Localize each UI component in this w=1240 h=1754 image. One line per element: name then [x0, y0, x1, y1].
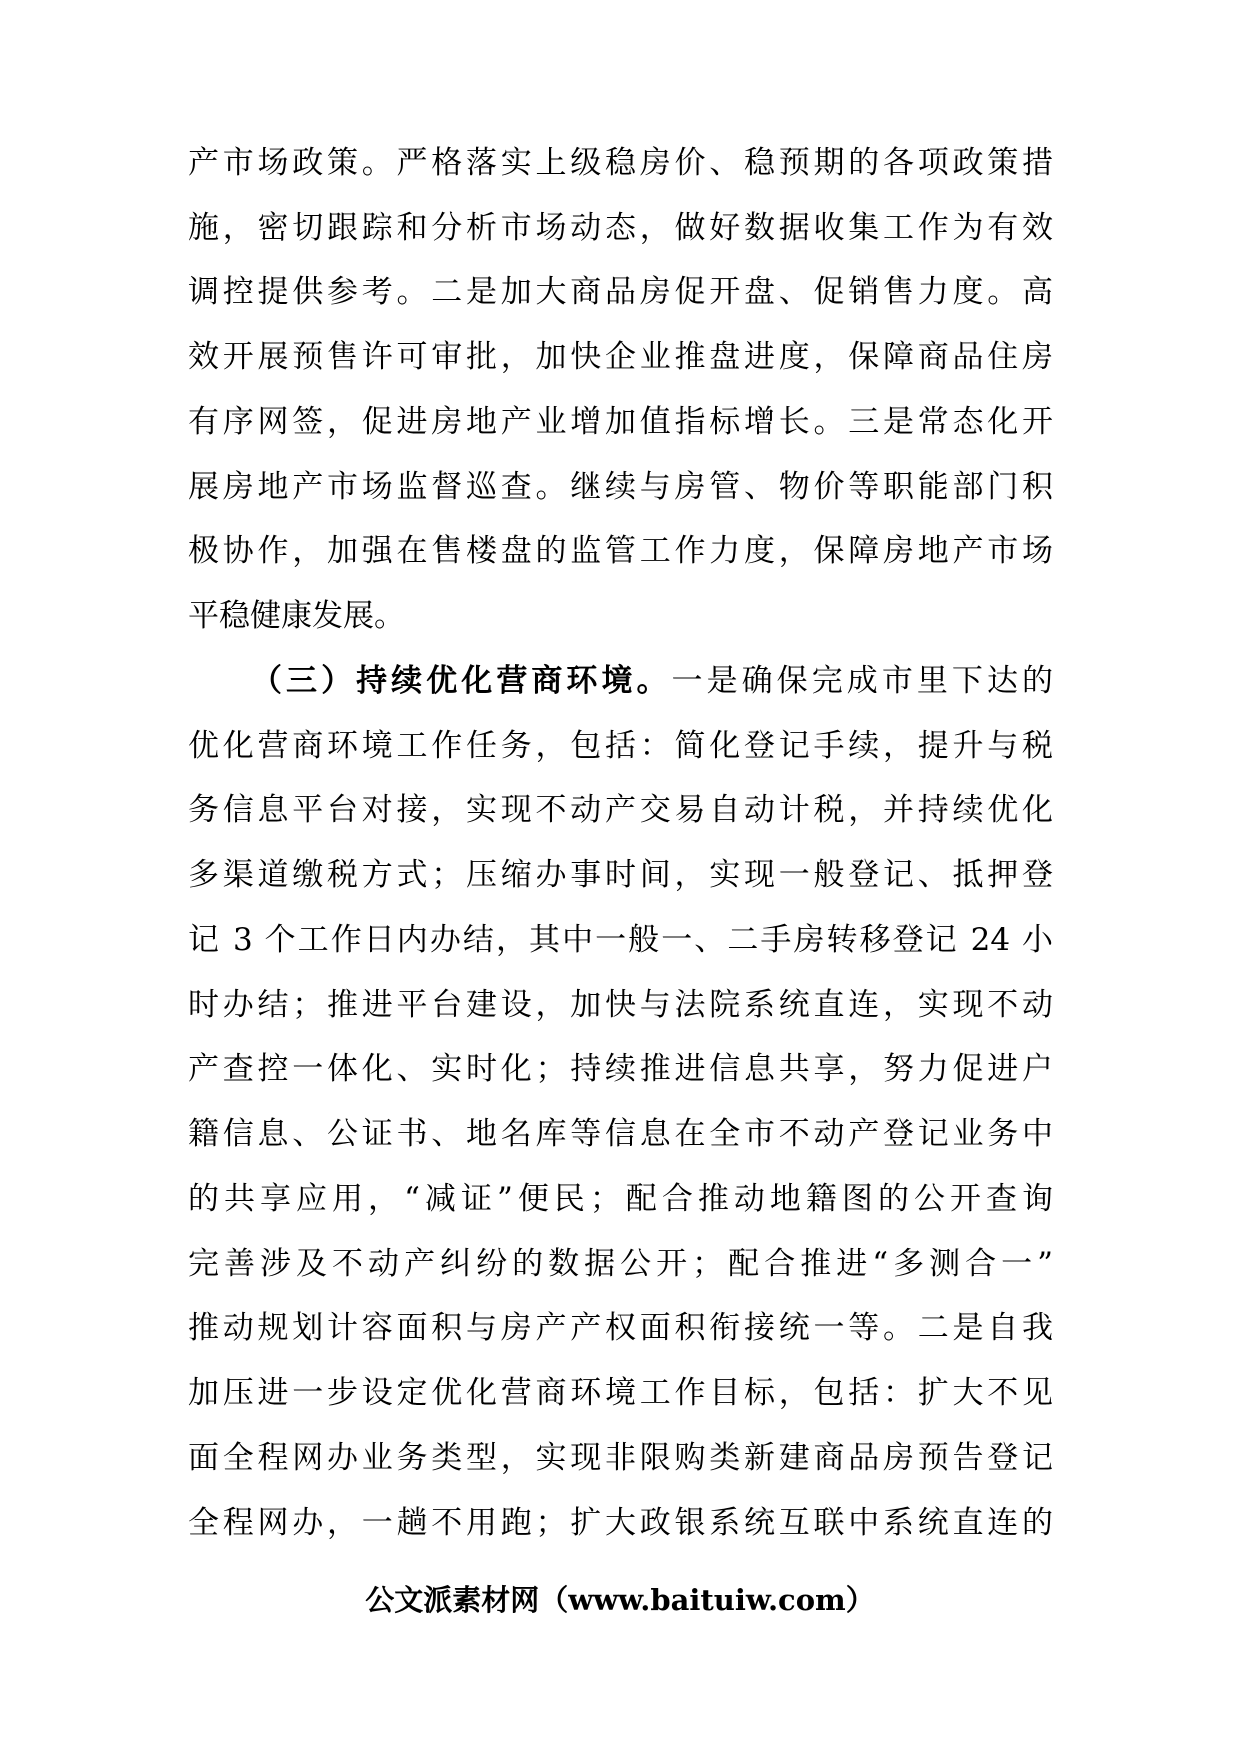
paragraph-line: 籍信息、公证书、地名库等信息在全市不动产登记业务中 [188, 1116, 1053, 1152]
paragraph-line: 极协作，加强在售楼盘的监管工作力度，保障房地产市场 [188, 533, 1053, 569]
footer-watermark: 公文派素材网（www.baituiw.com） [365, 1583, 875, 1617]
paragraph-line: 展房地产市场监督巡查。继续与房管、物价等职能部门积 [188, 469, 1053, 505]
paragraph-line: 产查控一体化、实时化；持续推进信息共享，努力促进户 [188, 1051, 1053, 1087]
section-heading-rest: 一是确保完成市里下达的 [671, 663, 1053, 699]
paragraph-line: 时办结；推进平台建设，加快与法院系统直连，实现不动 [188, 987, 1053, 1023]
paragraph-line: 优化营商环境工作任务，包括：简化登记手续，提升与税 [188, 728, 1053, 764]
paragraph-line: 效开展预售许可审批，加快企业推盘进度，保障商品住房 [188, 339, 1053, 375]
paragraph-line: 记 3 个工作日内办结，其中一般一、二手房转移登记 24 小 [188, 922, 1053, 958]
paragraph-line: 推动规划计容面积与房产产权面积衔接统一等。二是自我 [188, 1310, 1053, 1346]
paragraph-line: 务信息平台对接，实现不动产交易自动计税，并持续优化 [188, 792, 1053, 828]
paragraph-line: 的共享应用，“减证”便民；配合推动地籍图的公开查询 [188, 1181, 1053, 1217]
paragraph-line: 有序网签，促进房地产业增加值指标增长。三是常态化开 [188, 404, 1053, 440]
paragraph-line: 面全程网办业务类型，实现非限购类新建商品房预告登记 [188, 1440, 1053, 1476]
paragraph-line: 完善涉及不动产纠纷的数据公开；配合推进“多测合一” [188, 1246, 1053, 1282]
section-heading: （三）持续优化营商环境。 [251, 663, 672, 699]
section-heading-line [251, 648, 1053, 714]
paragraph-line: 全程网办，一趟不用跑；扩大政银系统互联中系统直连的 [188, 1505, 1053, 1541]
paragraph-line: 多渠道缴税方式；压缩办事时间，实现一般登记、抵押登 [188, 857, 1053, 893]
paragraph-line: 调控提供参考。二是加大商品房促开盘、促销售力度。高 [188, 274, 1053, 310]
paragraph-line: 平稳健康发展。 [188, 598, 405, 634]
paragraph-line: 施，密切跟踪和分析市场动态，做好数据收集工作为有效 [188, 210, 1053, 246]
paragraph-line: 产市场政策。严格落实上级稳房价、稳预期的各项政策措 [188, 145, 1053, 181]
paragraph-line: 加压进一步设定优化营商环境工作目标，包括：扩大不见 [188, 1375, 1053, 1411]
